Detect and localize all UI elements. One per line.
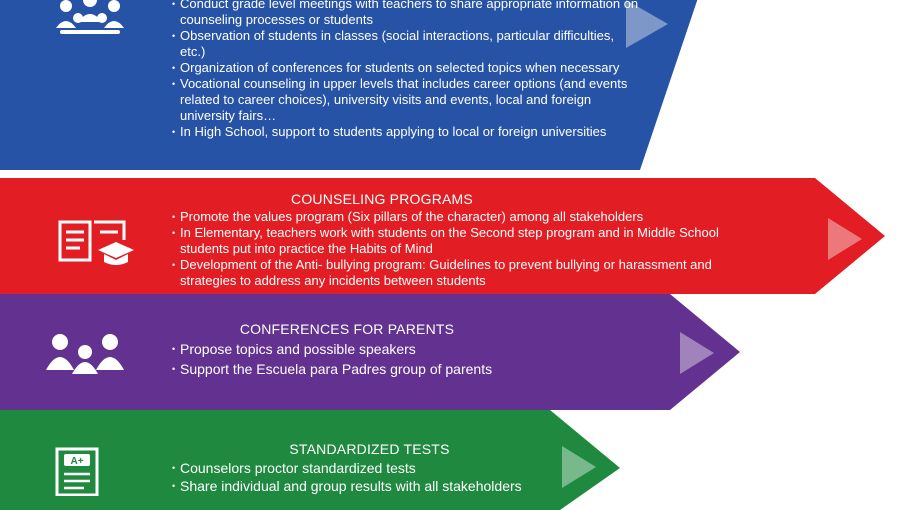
group-of-people-icon	[50, 0, 130, 36]
section-title-standardized-tests: STANDARDIZED TESTS	[289, 441, 450, 457]
blue-item-list	[172, 0, 642, 140]
list-item: • Observation of students in classes (social interactions, particular difficulties, etc.)	[172, 28, 642, 60]
purple-item-list	[172, 339, 532, 379]
band-vocational-counseling	[0, 0, 700, 170]
list-item: • Organization of conferences for students on selected topics when necessary	[172, 60, 642, 76]
band-standardized-tests	[0, 410, 620, 510]
section-title-conferences-for-parents: CONFERENCES FOR PARENTS	[239, 321, 455, 337]
section-title-counseling-programs: COUNSELING PROGRAMS	[291, 191, 473, 207]
purple-text-block	[172, 320, 532, 379]
list-item: • In High School, support to students applying to local or foreign universities	[172, 124, 642, 140]
list-item: • Propose topics and possible speakers	[172, 339, 532, 359]
list-item: • Promote the values program (Six pillars of the character) among all stakeholders	[172, 209, 752, 225]
list-item: • Development of the Anti- bullying program: Guidelines to prevent bullying or harassment and strategies to address any incidents between students	[172, 257, 752, 289]
list-item: • Support the Escuela para Padres group of parents	[172, 359, 532, 379]
list-item: • Counselors proctor standardized tests	[172, 459, 562, 477]
red-item-list	[172, 209, 752, 289]
blue-text-block	[172, 0, 642, 140]
parents-icon	[44, 332, 128, 374]
graded-test-icon	[54, 446, 100, 496]
green-text-block	[172, 440, 562, 495]
band-counseling-programs	[0, 178, 885, 294]
list-item: • Share individual and group results with all stakeholders	[172, 477, 562, 495]
chevron-right-icon	[826, 216, 866, 262]
list-item: • Conduct grade level meetings with teachers to share appropriate information on counseling processes or students	[172, 0, 642, 28]
red-text-block	[172, 190, 752, 289]
grade-label: A+	[70, 456, 84, 467]
chevron-right-icon	[678, 330, 718, 376]
band-conferences-for-parents	[0, 294, 740, 410]
list-item: • In Elementary, teachers work with students on the Second step program and in Middle School students put into practice the Habits of Mind	[172, 225, 752, 257]
list-item: • Vocational counseling in upper levels that includes career options (and events related to career choices), university visits and events, local and foreign university fairs…	[172, 76, 642, 124]
book-graduation-cap-icon	[54, 216, 134, 270]
